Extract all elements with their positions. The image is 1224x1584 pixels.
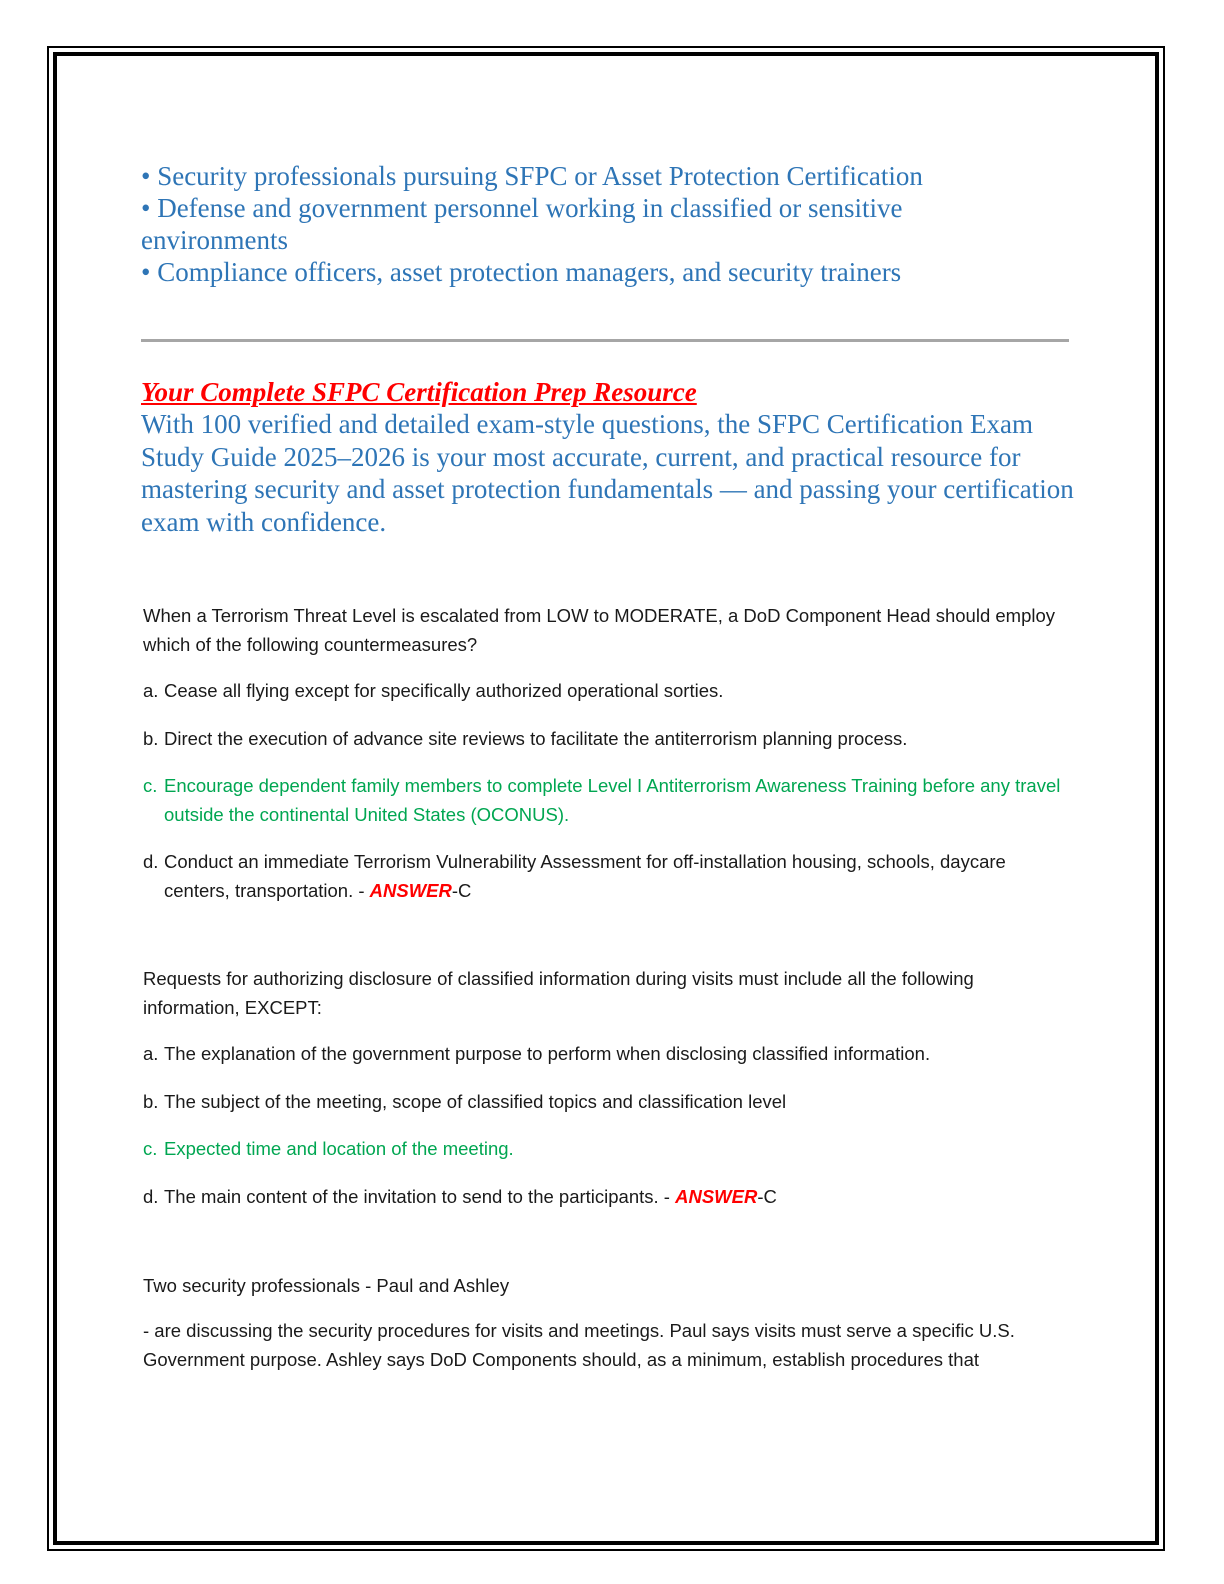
question-1-option-c-correct <box>143 771 1063 829</box>
option-text: Expected time and location of the meeting. <box>164 1138 514 1159</box>
question-1-option-b <box>143 724 1063 753</box>
option-label: d. <box>143 851 159 872</box>
audience-bullet: • Security professionals pursuing SFPC or Asset Protection Certification <box>141 161 923 191</box>
option-text: Direct the execution of advance site reviews to facilitate the antiterrorism planning process. <box>164 728 908 749</box>
answer-letter: -C <box>451 880 472 901</box>
option-label: b. <box>143 728 159 749</box>
question-1-option-a <box>143 676 1063 705</box>
answer-marker: ANSWER <box>675 1186 758 1207</box>
question-1-stem: When a Terrorism Threat Level is escalated from LOW to MODERATE, a DoD Component Head should employ which of the following countermeasures? <box>143 605 1056 655</box>
option-text-body: Conduct an immediate Terrorism Vulnerability Assessment for off-installation housing, schools, daycare centers, transportation. - <box>164 851 1006 901</box>
horizontal-divider <box>141 339 1069 342</box>
option-label: b. <box>143 1091 159 1112</box>
option-text: Encourage dependent family members to complete Level I Antiterrorism Awareness Training before any travel outside the continental United States (OCONUS). <box>164 775 1061 825</box>
option-text <box>164 847 1063 905</box>
audience-list <box>141 160 1041 288</box>
question-2-option-d <box>143 1182 1063 1211</box>
question-2-option-c-correct <box>143 1134 1063 1163</box>
answer-letter: -C <box>757 1186 777 1207</box>
question-2-option-a <box>143 1039 1063 1068</box>
audience-bullet: • Compliance officers, asset protection managers, and security trainers <box>141 257 902 287</box>
audience-bullet: • Defense and government personnel working in classified or sensitive environments <box>141 193 903 255</box>
option-text: The explanation of the government purpose to perform when disclosing classified information. <box>164 1043 931 1064</box>
answer-marker: ANSWER <box>369 880 452 901</box>
question-3-stem: Two security professionals - Paul and Ashley <box>143 1275 510 1296</box>
option-text: The subject of the meeting, scope of classified topics and classification level <box>164 1091 787 1112</box>
option-text: Cease all flying except for specifically authorized operational sorties. <box>164 680 724 701</box>
resource-description: With 100 verified and detailed exam-style questions, the SFPC Certification Exam Study Guide 2025–2026 is your most accurate, current, and practical resource for mastering security and asset protection fundamentals — and passing your certification exam with confidence. <box>141 409 1074 537</box>
option-label: d. <box>143 1186 159 1207</box>
question-3-continuation: - are discussing the security procedures for visits and meetings. Paul says visits must serve a specific U.S. Government purpose. Ashley says DoD Components should, as a minimum, establish procedures that <box>143 1320 1015 1370</box>
option-label: a. <box>143 1043 159 1064</box>
question-2-option-b <box>143 1087 1063 1116</box>
option-label: c. <box>143 775 158 796</box>
option-label: c. <box>143 1138 158 1159</box>
resource-heading: Your Complete SFPC Certification Prep Resource <box>141 377 697 407</box>
question-2-stem: Requests for authorizing disclosure of classified information during visits must include all the following information, EXCEPT: <box>143 968 974 1018</box>
option-label: a. <box>143 680 159 701</box>
question-1-option-d <box>143 847 1063 905</box>
option-text-body: The main content of the invitation to send to the participants. - <box>164 1186 676 1207</box>
option-text <box>164 1182 1063 1211</box>
